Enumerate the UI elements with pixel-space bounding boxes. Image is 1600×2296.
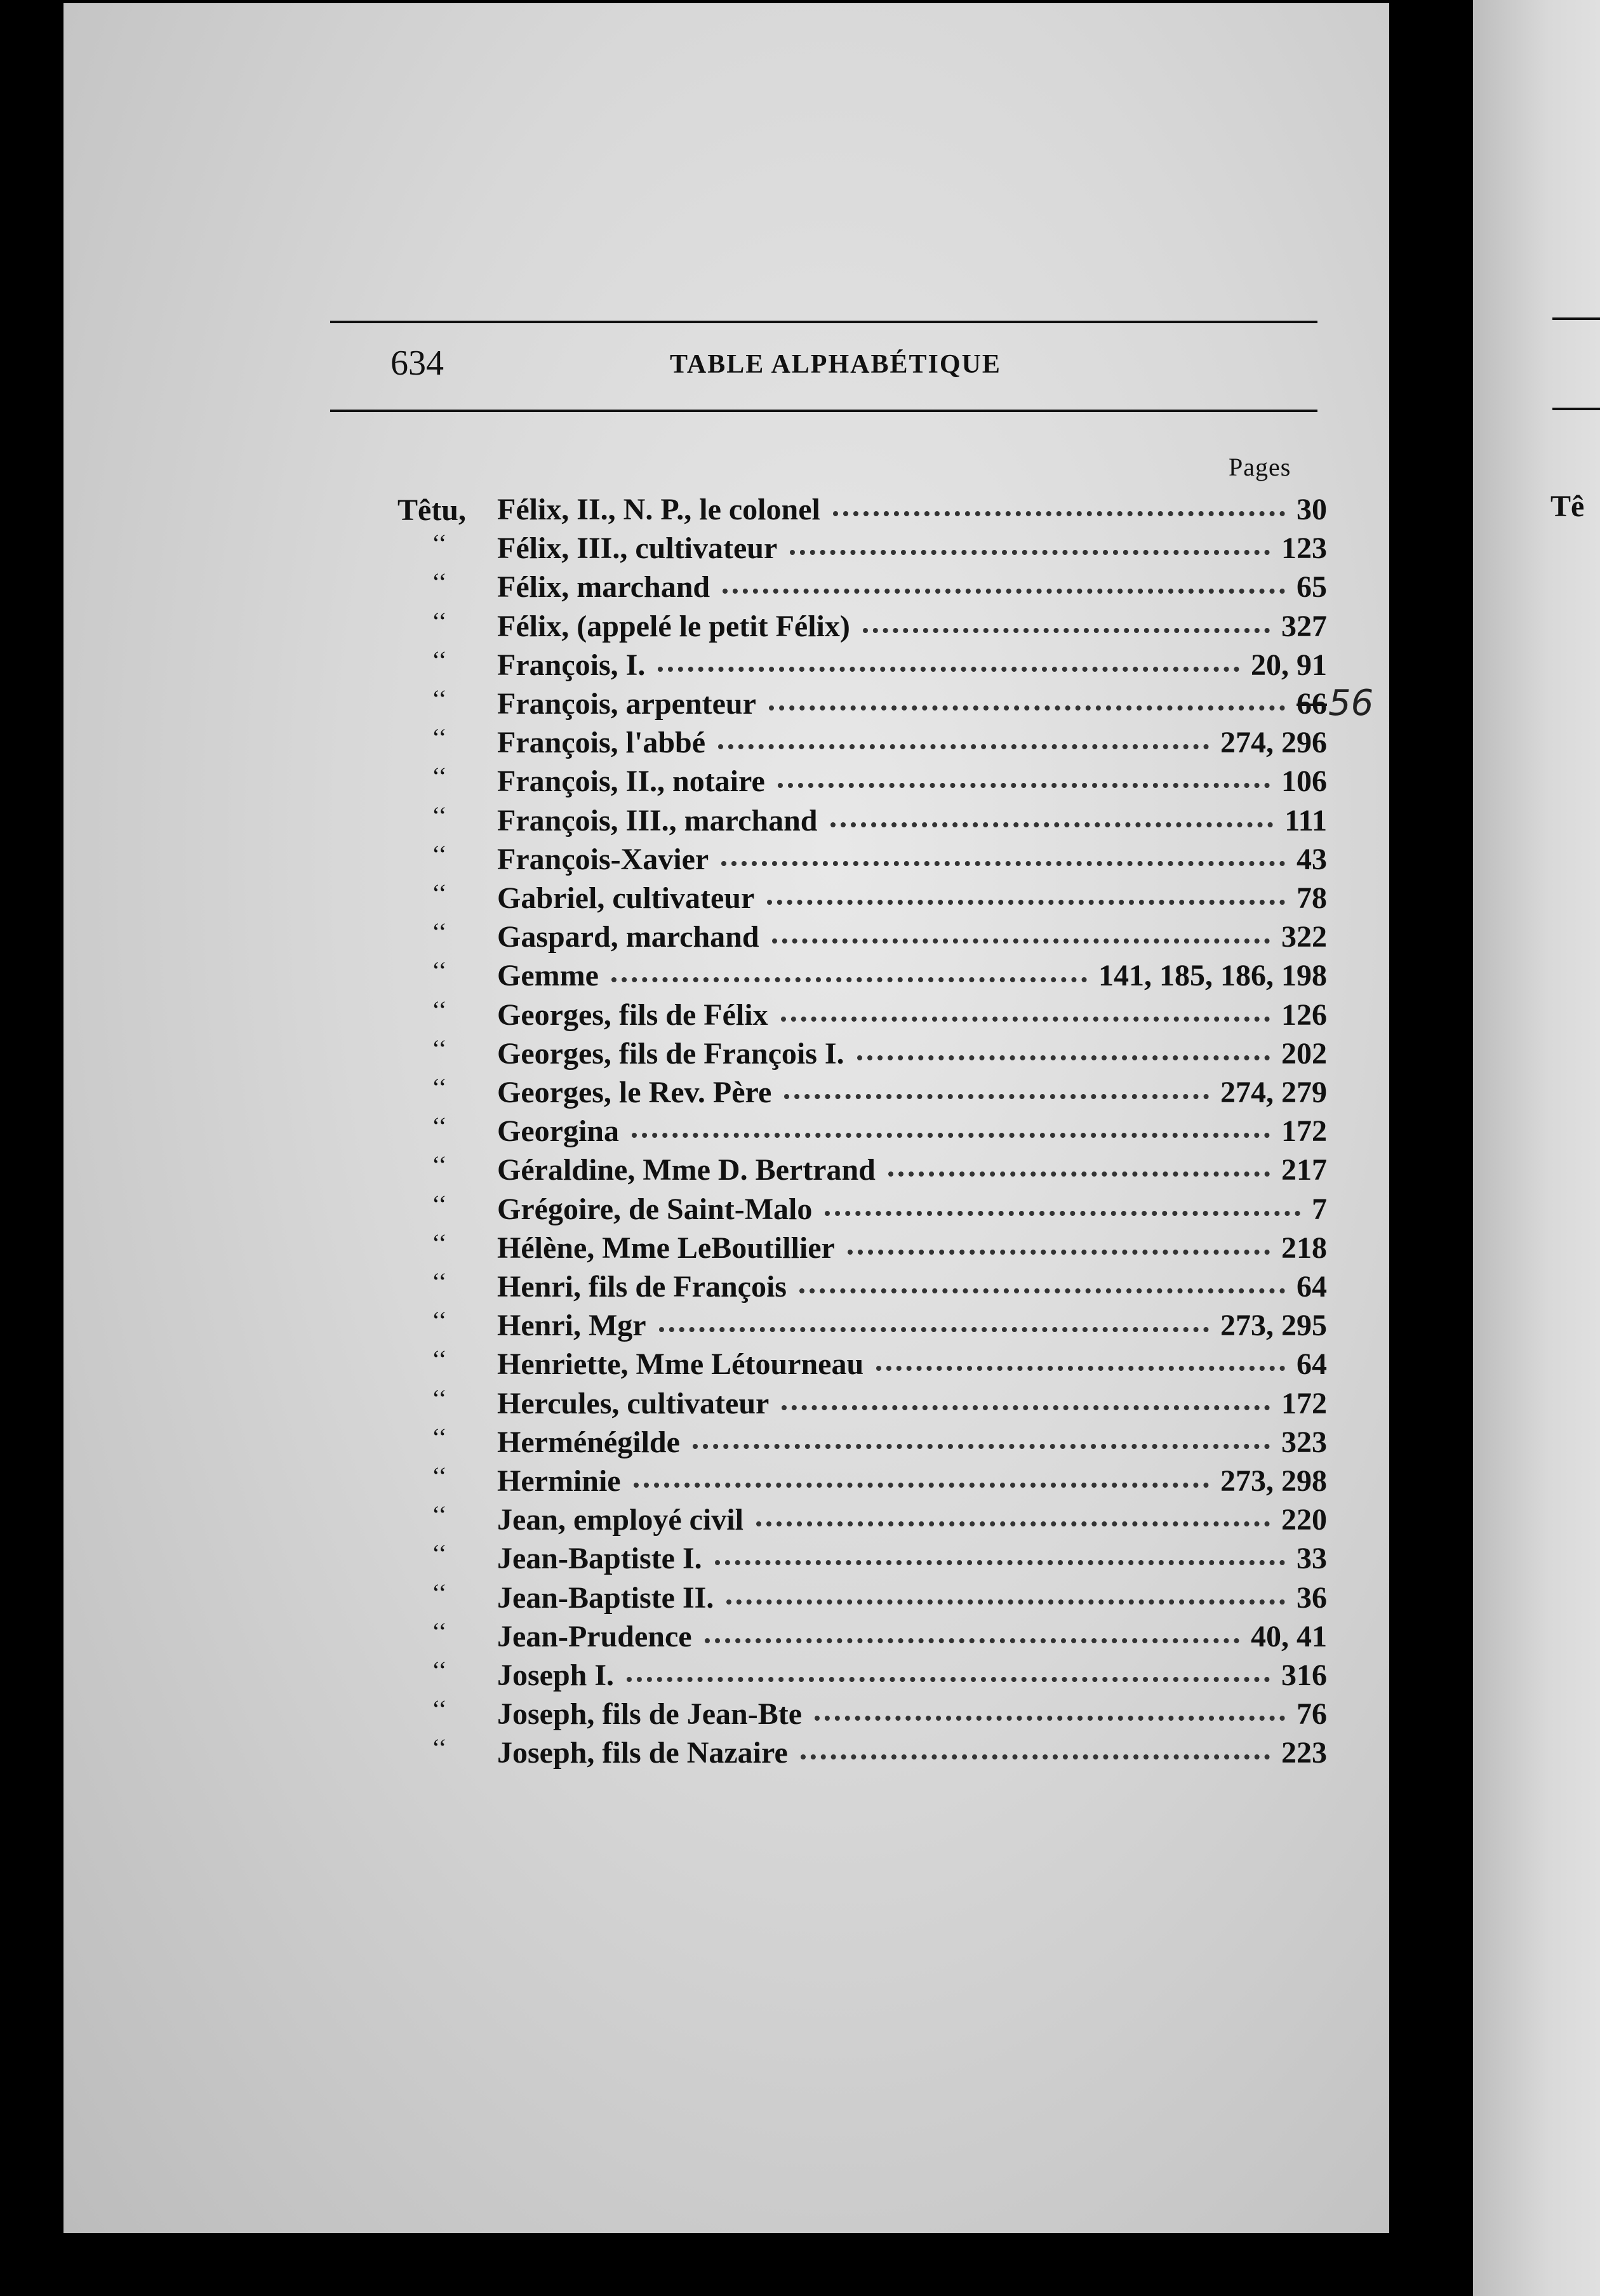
index-entry: [0, 958, 1600, 996]
ditto-mark: ‘‘: [432, 1617, 447, 1646]
entry-pages: 7: [1312, 1192, 1327, 1226]
header-rule-bottom: [330, 410, 1317, 412]
ditto-mark: ‘‘: [432, 995, 447, 1024]
dot-leader: [767, 900, 1285, 905]
header-rule-top: [330, 321, 1317, 323]
dot-leader: [705, 1638, 1239, 1643]
ditto-mark: ‘‘: [432, 918, 447, 947]
dot-leader: [801, 1754, 1270, 1759]
entry-pages: 64: [1297, 1270, 1327, 1304]
ditto-mark: ‘‘: [432, 1656, 447, 1685]
dot-leader: [825, 1211, 1300, 1216]
ditto-mark: ‘‘: [432, 684, 447, 713]
index-entry: [0, 725, 1600, 763]
page-number: 634: [390, 344, 444, 383]
entry-name: Henriette, Mme Létourneau: [497, 1347, 864, 1382]
ditto-mark: ‘‘: [432, 1034, 447, 1063]
dot-leader: [769, 705, 1285, 711]
entry-name: François, I.: [497, 648, 646, 682]
entry-pages: 40, 41: [1251, 1619, 1327, 1653]
dot-leader: [772, 938, 1270, 944]
ditto-mark: ‘‘: [432, 1578, 447, 1607]
entry-name: François, II., notaire: [497, 764, 765, 799]
dot-leader: [815, 1716, 1285, 1721]
entry-name: Jean, employé civil: [497, 1503, 743, 1537]
dot-leader: [611, 977, 1087, 982]
ditto-mark: ‘‘: [432, 645, 447, 674]
index-entry: [0, 1502, 1600, 1540]
handwritten-correction: 56: [1328, 683, 1374, 724]
dot-leader: [833, 511, 1285, 516]
dot-leader: [781, 1017, 1270, 1022]
dot-leader: [634, 1483, 1209, 1488]
entry-pages: 123: [1281, 531, 1327, 566]
index-entry: [0, 1735, 1600, 1773]
ditto-mark: ‘‘: [432, 1151, 447, 1180]
entry-name: Gemme: [497, 959, 599, 993]
dot-leader: [888, 1171, 1270, 1177]
index-entry: [0, 839, 1600, 880]
entry-name: Henri, Mgr: [497, 1309, 646, 1343]
ditto-mark: ‘‘: [432, 879, 447, 907]
entry-name: Félix, II., N. P., le colonel: [497, 493, 820, 526]
dot-leader: [782, 1405, 1270, 1410]
index-entry: [0, 1697, 1600, 1735]
ditto-mark: ‘‘: [432, 1073, 447, 1102]
ditto-mark: ‘‘: [432, 1228, 447, 1257]
dot-leader: [715, 1560, 1285, 1565]
entry-pages: 30: [1297, 493, 1327, 526]
surname-heading: Têtu,: [397, 493, 466, 527]
ditto-mark: ‘‘: [432, 723, 447, 752]
index-entry: [0, 1580, 1600, 1619]
index-entry: [0, 1541, 1600, 1579]
entry-name: Félix, (appelé le petit Félix): [497, 609, 850, 643]
entry-pages: 65: [1297, 570, 1327, 604]
entry-name: Félix, marchand: [497, 570, 710, 604]
entry-name: Joseph I.: [497, 1659, 615, 1692]
index-entry: [0, 1114, 1600, 1152]
ditto-mark: ‘‘: [432, 1267, 447, 1296]
entry-pages: 78: [1297, 881, 1327, 915]
entry-pages: 327: [1281, 609, 1327, 643]
entry-name: Félix, III., cultivateur: [497, 531, 778, 566]
index-entry: [0, 492, 1600, 530]
index-entry: [0, 1464, 1600, 1502]
ditto-mark: ‘‘: [432, 762, 447, 791]
index-entry: [0, 1152, 1600, 1191]
index-entry: [0, 645, 1600, 686]
dot-leader: [876, 1366, 1285, 1371]
facing-page-rule: [1552, 408, 1600, 410]
ditto-mark: ‘‘: [432, 568, 447, 597]
ditto-mark: ‘‘: [432, 1695, 447, 1724]
entry-pages: 76: [1297, 1697, 1327, 1732]
entry-pages: 111: [1284, 803, 1327, 838]
dot-leader: [658, 667, 1239, 672]
dot-leader: [632, 1133, 1270, 1138]
dot-leader: [848, 1250, 1270, 1255]
dot-leader: [718, 744, 1209, 749]
entry-pages: 172: [1281, 1386, 1327, 1420]
ditto-mark: ‘‘: [432, 1384, 447, 1413]
index-entry: [0, 531, 1600, 569]
entry-pages: 223: [1281, 1736, 1327, 1770]
ditto-mark: ‘‘: [432, 529, 447, 558]
dot-leader: [778, 783, 1270, 788]
index-entry: [0, 919, 1600, 958]
entry-name: François-Xavier: [497, 842, 709, 876]
entry-pages: 323: [1281, 1425, 1327, 1459]
entry-name: Georges, fils de François I.: [497, 1036, 844, 1071]
index-entry: [0, 1386, 1600, 1424]
entry-name: Joseph, fils de Nazaire: [497, 1736, 788, 1770]
entry-pages: 64: [1297, 1347, 1327, 1382]
dot-leader: [693, 1444, 1270, 1449]
index-entry: [0, 1075, 1600, 1113]
entry-name: Hélène, Mme LeBoutillier: [497, 1231, 835, 1265]
index-entry: [0, 1189, 1600, 1230]
entry-name: Hercules, cultivateur: [497, 1386, 770, 1420]
index-entry: [0, 606, 1600, 647]
dot-leader: [659, 1327, 1209, 1332]
index-entry: [0, 1036, 1600, 1074]
entry-pages: 172: [1281, 1114, 1327, 1149]
facing-page-fragment: Tê: [1550, 490, 1585, 523]
entry-name: Grégoire, de Saint-Malo: [497, 1192, 813, 1226]
entry-pages: 273, 298: [1220, 1464, 1327, 1498]
entry-name: Jean-Prudence: [497, 1619, 692, 1653]
index-entry: [0, 881, 1600, 919]
entry-pages: 33: [1297, 1542, 1327, 1576]
dot-leader: [756, 1521, 1270, 1526]
index-entry: [0, 1422, 1600, 1463]
entry-pages: 274, 279: [1220, 1076, 1327, 1109]
entry-pages: 20, 91: [1251, 648, 1327, 682]
index-entry: [0, 1269, 1600, 1307]
entry-pages: 106: [1281, 764, 1327, 799]
entry-pages: 322: [1281, 920, 1327, 954]
entry-name: François, l'abbé: [497, 726, 706, 760]
entry-name: Georges, le Rev. Père: [497, 1076, 772, 1109]
ditto-mark: ‘‘: [432, 1422, 447, 1452]
entry-name: Herminie: [497, 1464, 621, 1498]
dot-leader: [799, 1288, 1285, 1293]
entry-name: Gabriel, cultivateur: [497, 881, 755, 915]
entry-pages: 141, 185, 186, 198: [1098, 959, 1327, 993]
entry-pages: 36: [1297, 1580, 1327, 1615]
entry-pages: 273, 295: [1220, 1309, 1327, 1343]
running-head: TABLE ALPHABÉTIQUE: [670, 350, 1001, 379]
entry-name: François, arpenteur: [497, 687, 756, 721]
ditto-mark: ‘‘: [432, 956, 447, 985]
entry-pages: 126: [1281, 998, 1327, 1032]
entry-pages: 220: [1281, 1503, 1327, 1537]
entry-pages: 316: [1281, 1659, 1327, 1692]
entry-pages: 43: [1297, 842, 1327, 876]
dot-leader: [721, 861, 1285, 866]
ditto-mark: ‘‘: [432, 606, 447, 636]
ditto-mark: ‘‘: [432, 1112, 447, 1141]
dot-leader: [863, 628, 1270, 633]
entry-name: François, III., marchand: [497, 803, 818, 838]
index-entry: [0, 1228, 1600, 1269]
entry-pages: 202: [1281, 1036, 1327, 1071]
dot-leader: [830, 822, 1273, 827]
ditto-mark: ‘‘: [432, 1462, 447, 1490]
entry-name: Géraldine, Mme D. Bertrand: [497, 1153, 876, 1187]
dot-leader: [726, 1599, 1285, 1605]
entry-name: Gaspard, marchand: [497, 920, 759, 954]
facing-page-rule: [1552, 317, 1600, 320]
entry-pages: 66: [1297, 687, 1327, 721]
entry-name: Georgina: [497, 1114, 619, 1149]
ditto-mark: ‘‘: [432, 1345, 447, 1374]
ditto-mark: ‘‘: [432, 1500, 447, 1530]
entry-pages: 274, 296: [1220, 726, 1327, 760]
pages-column-header: Pages: [1229, 453, 1291, 481]
entry-name: Joseph, fils de Jean-Bte: [497, 1697, 802, 1732]
index-entry: [0, 764, 1600, 802]
entry-pages: 218: [1281, 1231, 1327, 1265]
ditto-mark: ‘‘: [432, 1306, 447, 1335]
index-entry: [0, 1658, 1600, 1696]
ditto-mark: ‘‘: [432, 1539, 447, 1568]
dot-leader: [857, 1055, 1270, 1060]
ditto-mark: ‘‘: [432, 839, 447, 869]
dot-leader: [627, 1677, 1270, 1682]
ditto-mark: ‘‘: [432, 801, 447, 830]
dot-leader: [784, 1094, 1209, 1099]
entry-name: Georges, fils de Félix: [497, 998, 768, 1032]
entry-name: Jean-Baptiste II.: [497, 1580, 714, 1615]
entry-name: Henri, fils de François: [497, 1270, 787, 1304]
index-entry: [0, 995, 1600, 1036]
entry-pages: 217: [1281, 1153, 1327, 1187]
entry-name: Jean-Baptiste I.: [497, 1542, 702, 1576]
index-entry: [0, 570, 1600, 608]
entry-name: Herménégilde: [497, 1425, 680, 1459]
index-entry: [0, 803, 1600, 841]
dot-leader: [723, 589, 1285, 594]
ditto-mark: ‘‘: [432, 1189, 447, 1218]
index-entry: [0, 1347, 1600, 1385]
index-entry: [0, 1619, 1600, 1657]
dot-leader: [790, 550, 1270, 555]
ditto-mark: ‘‘: [432, 1733, 447, 1763]
index-entry: [0, 1308, 1600, 1346]
